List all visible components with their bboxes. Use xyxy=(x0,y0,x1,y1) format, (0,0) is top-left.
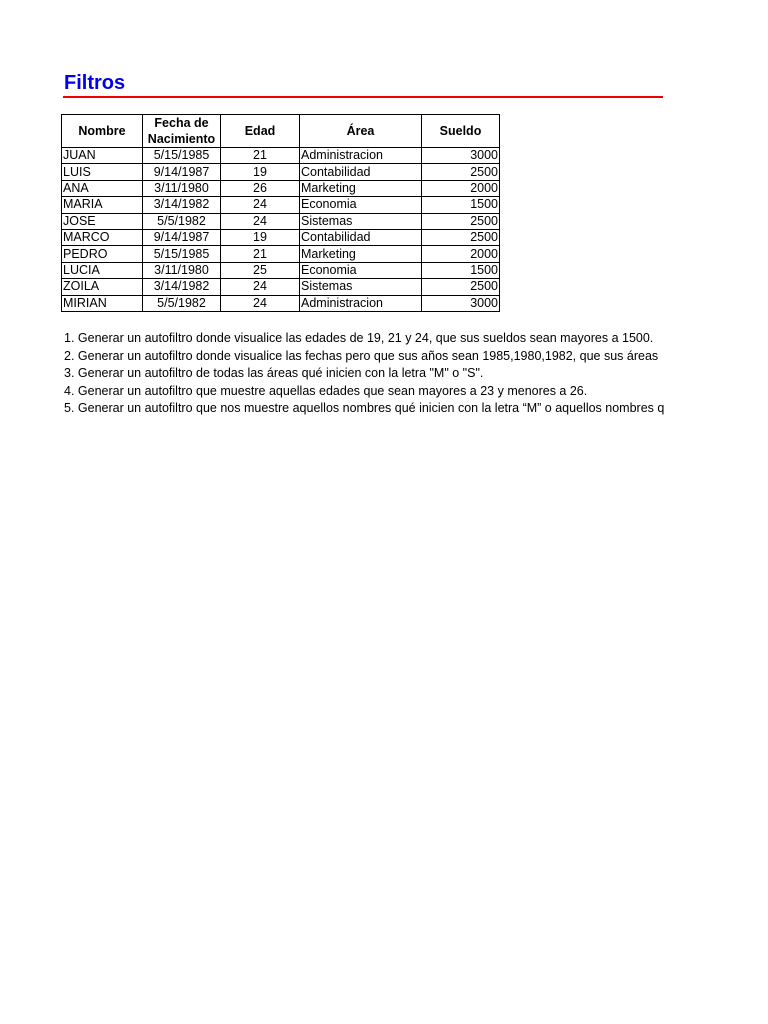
cell-nombre[interactable]: ANA xyxy=(62,180,143,196)
cell-fecha[interactable]: 9/14/1987 xyxy=(143,164,221,180)
table-row xyxy=(62,180,500,196)
cell-area[interactable]: Sistemas xyxy=(300,213,422,229)
cell-edad[interactable]: 26 xyxy=(221,180,300,196)
instruction-5: 5. Generar un autofiltro que nos muestre aquellos nombres qué inicien con la letra “M” o aquellos nombres q xyxy=(64,401,664,416)
cell-nombre[interactable]: MARIA xyxy=(62,197,143,213)
cell-edad[interactable]: 19 xyxy=(221,164,300,180)
cell-fecha[interactable]: 3/14/1982 xyxy=(143,197,221,213)
cell-area[interactable]: Contabilidad xyxy=(300,229,422,245)
cell-area[interactable]: Administracion xyxy=(300,148,422,164)
cell-sueldo[interactable]: 1500 xyxy=(422,197,500,213)
cell-area[interactable]: Economia xyxy=(300,197,422,213)
cell-nombre[interactable]: ZOILA xyxy=(62,279,143,295)
cell-sueldo[interactable]: 3000 xyxy=(422,295,500,311)
cell-area[interactable]: Marketing xyxy=(300,180,422,196)
header-area[interactable]: Área xyxy=(300,115,422,148)
table-header-row xyxy=(62,115,500,148)
instructions-list xyxy=(64,330,664,418)
cell-fecha[interactable]: 9/14/1987 xyxy=(143,229,221,245)
employees-table xyxy=(61,114,500,312)
table-row xyxy=(62,148,500,164)
header-fecha-nacimiento[interactable] xyxy=(143,115,221,148)
cell-fecha[interactable]: 3/11/1980 xyxy=(143,262,221,278)
cell-nombre[interactable]: LUIS xyxy=(62,164,143,180)
cell-nombre[interactable]: JOSE xyxy=(62,213,143,229)
header-edad[interactable]: Edad xyxy=(221,115,300,148)
cell-nombre[interactable]: JUAN xyxy=(62,148,143,164)
instruction-4: 4. Generar un autofiltro que muestre aquellas edades que sean mayores a 23 y menores a 26. xyxy=(64,383,588,398)
table-row xyxy=(62,229,500,245)
cell-edad[interactable]: 24 xyxy=(221,197,300,213)
cell-fecha[interactable]: 3/14/1982 xyxy=(143,279,221,295)
cell-sueldo[interactable]: 3000 xyxy=(422,148,500,164)
table-row xyxy=(62,246,500,262)
table-row xyxy=(62,213,500,229)
table-row xyxy=(62,279,500,295)
cell-sueldo[interactable]: 2500 xyxy=(422,229,500,245)
cell-sueldo[interactable]: 2500 xyxy=(422,164,500,180)
cell-edad[interactable]: 25 xyxy=(221,262,300,278)
cell-area[interactable]: Marketing xyxy=(300,246,422,262)
table-row xyxy=(62,164,500,180)
cell-sueldo[interactable]: 2000 xyxy=(422,180,500,196)
cell-edad[interactable]: 21 xyxy=(221,246,300,262)
instruction-3: 3. Generar un autofiltro de todas las áreas qué inicien con la letra "M" o "S". xyxy=(64,366,484,381)
cell-area[interactable]: Administracion xyxy=(300,295,422,311)
header-nombre[interactable]: Nombre xyxy=(62,115,143,148)
cell-nombre[interactable]: MARCO xyxy=(62,229,143,245)
cell-edad[interactable]: 19 xyxy=(221,229,300,245)
table-body xyxy=(62,148,500,312)
instruction-2: 2. Generar un autofiltro donde visualice las fechas pero que sus años sean 1985,1980,1982, que sus áreas xyxy=(64,348,659,363)
cell-sueldo[interactable]: 2500 xyxy=(422,279,500,295)
cell-fecha[interactable]: 3/11/1980 xyxy=(143,180,221,196)
title-underline xyxy=(63,96,663,98)
cell-nombre[interactable]: MIRIAN xyxy=(62,295,143,311)
cell-fecha[interactable]: 5/15/1985 xyxy=(143,246,221,262)
cell-edad[interactable]: 21 xyxy=(221,148,300,164)
cell-fecha[interactable]: 5/15/1985 xyxy=(143,148,221,164)
cell-sueldo[interactable]: 1500 xyxy=(422,262,500,278)
table-row xyxy=(62,295,500,311)
table-row xyxy=(62,197,500,213)
table-row xyxy=(62,262,500,278)
cell-sueldo[interactable]: 2000 xyxy=(422,246,500,262)
cell-nombre[interactable]: LUCIA xyxy=(62,262,143,278)
cell-area[interactable]: Sistemas xyxy=(300,279,422,295)
cell-area[interactable]: Economia xyxy=(300,262,422,278)
cell-edad[interactable]: 24 xyxy=(221,213,300,229)
cell-area[interactable]: Contabilidad xyxy=(300,164,422,180)
instruction-1: 1. Generar un autofiltro donde visualice las edades de 19, 21 y 24, que sus sueldos sean mayores a 1500. xyxy=(64,331,654,345)
cell-fecha[interactable]: 5/5/1982 xyxy=(143,213,221,229)
page-title: Filtros xyxy=(64,72,126,94)
header-fecha-line1: Fecha de xyxy=(154,116,209,130)
cell-sueldo[interactable]: 2500 xyxy=(422,213,500,229)
cell-fecha[interactable]: 5/5/1982 xyxy=(143,295,221,311)
cell-nombre[interactable]: PEDRO xyxy=(62,246,143,262)
cell-edad[interactable]: 24 xyxy=(221,295,300,311)
header-fecha-line2: Nacimiento xyxy=(147,132,216,146)
cell-edad[interactable]: 24 xyxy=(221,279,300,295)
header-sueldo[interactable]: Sueldo xyxy=(422,115,500,148)
